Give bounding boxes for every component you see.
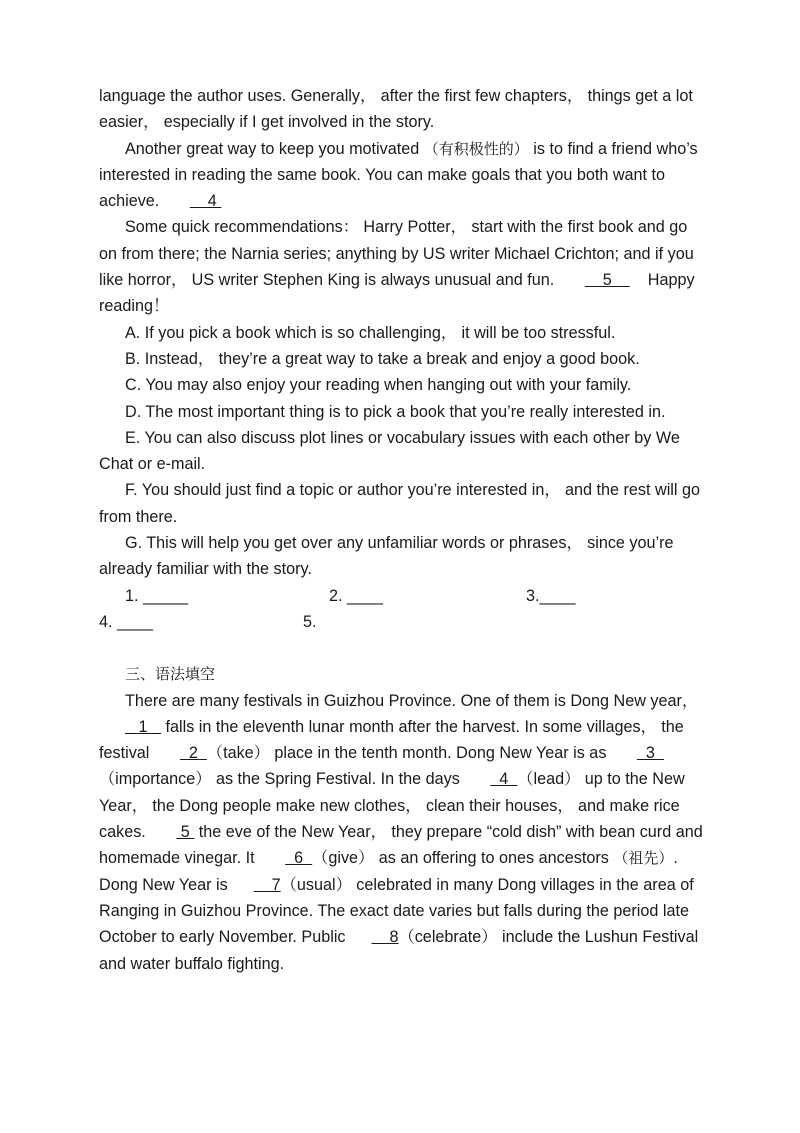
answer-2: 2. ____	[329, 586, 384, 605]
grammar-blank-4: 4	[490, 770, 518, 789]
blank-4: 4	[189, 192, 222, 211]
option-e: E. You can also discuss plot lines or vocabulary issues with each other by We Chat or e-mail.	[99, 428, 680, 474]
grammar-passage: There are many festivals in Guizhou Province. One of them is Dong New year， 1 falls in the eleventh lunar month after the harvest. In some villages， the festival 2 （take） place in the tenth month. Dong New Year is as 3 （importance） as the Spring Festival. In the days 4 （lead） up to the New Year， the Dong people make new clothes， clean their houses， and make rice cakes. 5 the eve of the New Year， they prepare “cold dish” with bean curd and homemade vinegar. It 6 （give） as an offering to ones ancestors （祖先）. Dong New Year is 7（usual） celebrated in many Dong villages in the area of Ranging in Guizhou Province. The exact date varies but falls during the period late October to early November. Public 8（celebrate） include the Lushun Festival and water buffalo fighting.	[99, 691, 703, 973]
grammar-blank-6: 6	[285, 849, 313, 868]
answer-5: 5.	[303, 612, 317, 631]
option-a: A. If you pick a book which is so challenging， it will be too stressful.	[125, 323, 616, 342]
answer-3: 3.____	[526, 586, 576, 605]
answer-blanks	[99, 583, 709, 636]
document-page	[99, 83, 709, 977]
section-title: 三、语法填空	[125, 665, 216, 684]
option-f: F. You should just find a topic or author you’re interested in， and the rest will go from there.	[99, 481, 700, 526]
option-b: B. Instead， they’re a great way to take a break and enjoy a good book.	[125, 349, 640, 368]
answer-1: 1. _____	[125, 586, 189, 605]
option-d: D. The most important thing is to pick a book that you’re really interested in.	[125, 402, 666, 421]
paragraph-3: Some quick recommendations： Harry Potter， start with the first book and go on from there; the Narnia series; anything by US writer Michael Crichton; and if you like horror， US writer Stephen King is always unusual and fun. 5 Happy reading！	[99, 218, 695, 316]
paragraph-2: Another great way to keep you motivated （有积极性的） is to find a friend who’s interested in reading the same book. You can make goals that you both want to achieve. 4	[99, 136, 709, 215]
blank-5: 5	[584, 271, 630, 290]
option-g: G. This will help you get over any unfamiliar words or phrases， since you’re already familiar with the story.	[99, 534, 674, 579]
grammar-blank-8: 8	[371, 928, 399, 947]
grammar-blank-7: 7	[253, 875, 281, 894]
paragraph-1: language the author uses. Generally， after the first few chapters， things get a lot easier， especially if I get involved in the story.	[99, 87, 693, 132]
grammar-blank-5: 5	[176, 823, 195, 842]
option-c: C. You may also enjoy your reading when hanging out with your family.	[125, 376, 632, 395]
grammar-blank-1: 1	[125, 717, 161, 736]
grammar-blank-2: 2	[179, 744, 207, 763]
answer-4: 4. ____	[99, 612, 154, 631]
grammar-blank-3: 3	[636, 744, 664, 763]
